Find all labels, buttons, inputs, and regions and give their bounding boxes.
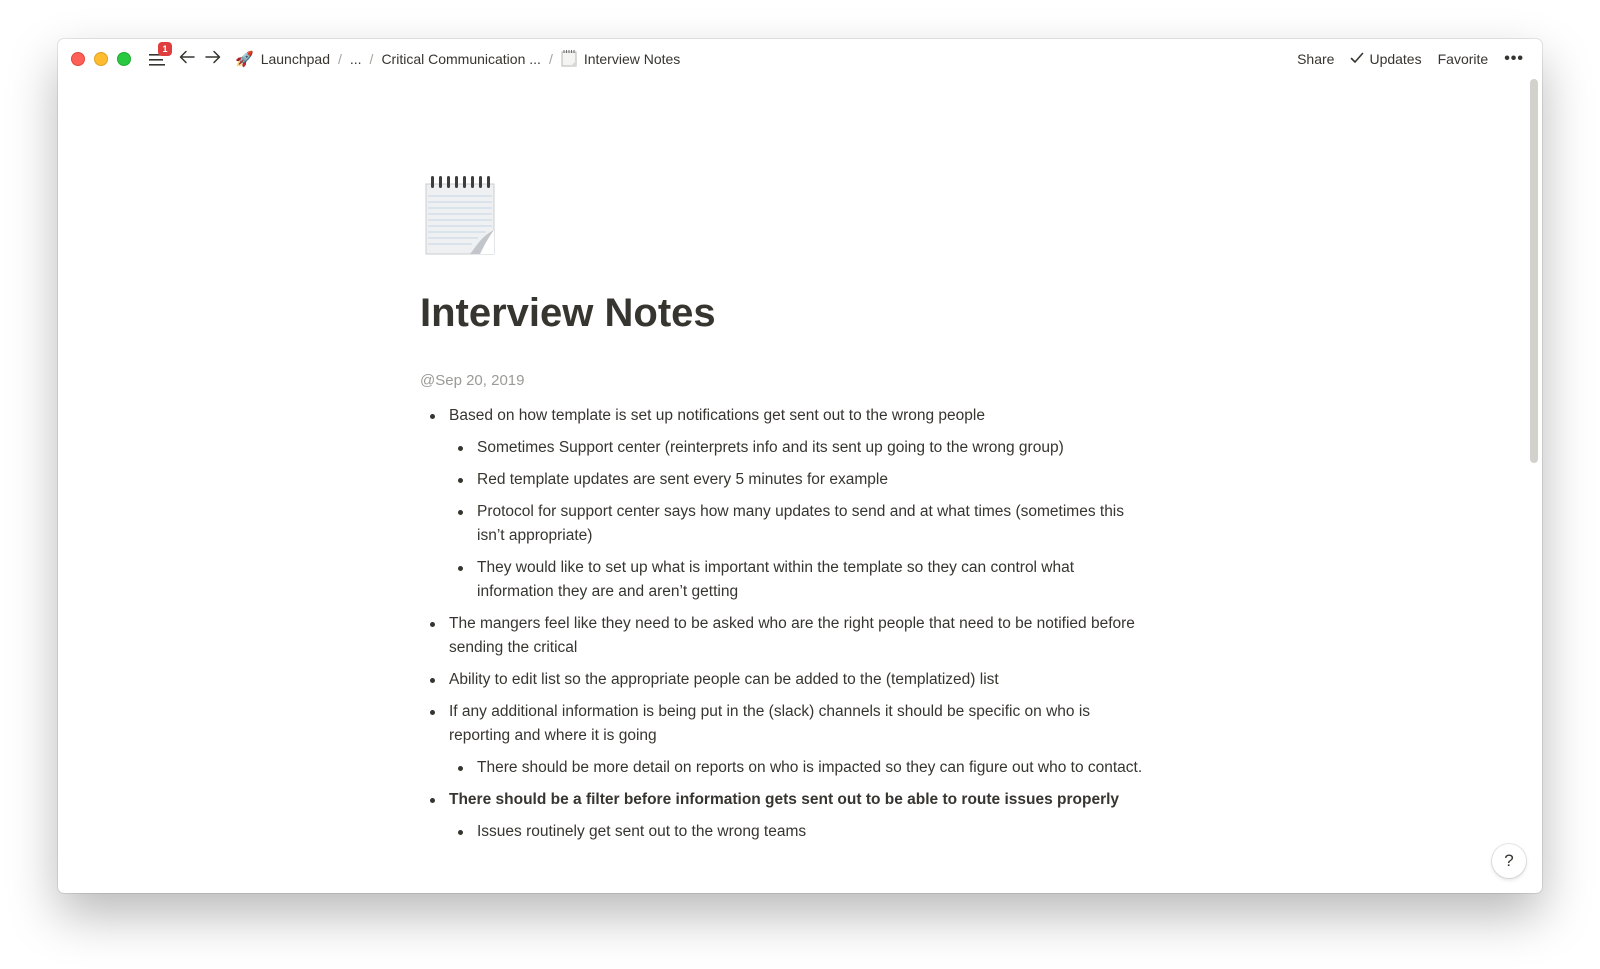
list-item[interactable] <box>420 820 1150 844</box>
breadcrumb-interview-notes[interactable] <box>561 49 680 70</box>
breadcrumb-label: ... <box>349 51 362 67</box>
breadcrumb-separator: / <box>337 51 342 67</box>
bullet-icon <box>458 478 463 483</box>
bullet-icon <box>458 830 463 835</box>
list-item[interactable] <box>420 500 1150 548</box>
bullet-icon <box>458 566 463 571</box>
breadcrumb <box>235 49 680 70</box>
list-item-text: Protocol for support center says how many updates to send and at what times (sometimes this isn’t appropriate) <box>477 503 1125 544</box>
titlebar <box>58 39 1542 79</box>
updates-button[interactable] <box>1350 51 1421 67</box>
favorite-label: Favorite <box>1437 51 1489 67</box>
list-item[interactable] <box>420 468 1150 492</box>
share-button[interactable] <box>1297 51 1334 67</box>
topbar-actions <box>1281 39 1524 79</box>
list-item-text: Red template updates are sent every 5 minutes for example <box>477 471 888 488</box>
list-item[interactable] <box>420 612 1150 660</box>
notification-badge: 1 <box>158 42 172 56</box>
updates-label: Updates <box>1369 51 1422 67</box>
spiral-notepad-icon[interactable] <box>424 174 498 261</box>
list-item[interactable] <box>420 668 1150 692</box>
list-item[interactable] <box>420 700 1150 748</box>
list-item-text: The mangers feel like they need to be asked who are the right people that need to be notified before sending the critical <box>449 615 1135 656</box>
close-window-button[interactable] <box>71 52 85 66</box>
bullet-icon <box>458 766 463 771</box>
breadcrumb-critical-communication[interactable] <box>381 51 541 67</box>
list-item[interactable] <box>420 788 1150 812</box>
notepad-icon <box>561 49 577 70</box>
list-item[interactable] <box>420 436 1150 460</box>
list-item-text: Ability to edit list so the appropriate people can be added to the (templatized) list <box>449 671 999 688</box>
bullet-icon <box>430 414 435 419</box>
list-item-text: Issues routinely get sent out to the wrong teams <box>477 823 807 840</box>
bullet-icon <box>430 798 435 803</box>
bullet-icon <box>430 710 435 715</box>
arrow-right-icon <box>205 50 221 69</box>
scrollbar[interactable] <box>1530 79 1538 463</box>
bullet-icon <box>458 446 463 451</box>
page-title[interactable]: Interview Notes <box>420 291 716 335</box>
breadcrumb-ellipsis[interactable] <box>350 51 362 67</box>
list-item-text: There should be a filter before information gets sent out to be able to route issues properly <box>449 791 1120 808</box>
window-controls <box>71 52 131 66</box>
breadcrumb-label: Interview Notes <box>583 51 681 67</box>
share-label: Share <box>1297 51 1335 67</box>
breadcrumb-label: Critical Communication ... <box>381 51 541 67</box>
arrow-left-icon <box>179 50 195 69</box>
bulleted-list <box>420 404 1150 852</box>
list-item-text: If any additional information is being put in the (slack) channels it should be specific on who is reporting and where it is going <box>449 703 1091 744</box>
rocket-icon: 🚀 <box>235 51 254 68</box>
breadcrumb-launchpad[interactable] <box>235 50 330 68</box>
help-button[interactable]: ? <box>1492 844 1526 878</box>
bullet-icon <box>430 622 435 627</box>
date-mention[interactable]: @Sep 20, 2019 <box>420 372 525 389</box>
back-button[interactable] <box>179 50 195 69</box>
list-item[interactable] <box>420 404 1150 428</box>
more-options-icon[interactable]: ••• <box>1504 50 1524 67</box>
list-item[interactable] <box>420 756 1150 780</box>
zoom-window-button[interactable] <box>117 52 131 66</box>
breadcrumb-label: Launchpad <box>260 51 330 67</box>
bullet-icon <box>430 678 435 683</box>
list-item-text: Sometimes Support center (reinterprets info and its sent up going to the wrong group) <box>477 439 1064 456</box>
app-window <box>58 39 1542 893</box>
sidebar-toggle-button[interactable] <box>149 44 168 67</box>
list-item-text: They would like to set up what is important within the template so they can control what information they are and aren’t getting <box>477 559 1075 600</box>
breadcrumb-separator: / <box>369 51 374 67</box>
list-item-text: There should be more detail on reports on who is impacted so they can figure out who to contact. <box>477 759 1143 776</box>
favorite-button[interactable] <box>1438 51 1489 67</box>
minimize-window-button[interactable] <box>94 52 108 66</box>
list-item[interactable] <box>420 556 1150 604</box>
forward-button[interactable] <box>205 50 221 69</box>
bullet-icon <box>458 510 463 515</box>
breadcrumb-separator: / <box>548 51 553 67</box>
check-icon <box>1350 51 1369 67</box>
list-item-text: Based on how template is set up notifications get sent out to the wrong people <box>449 407 985 424</box>
